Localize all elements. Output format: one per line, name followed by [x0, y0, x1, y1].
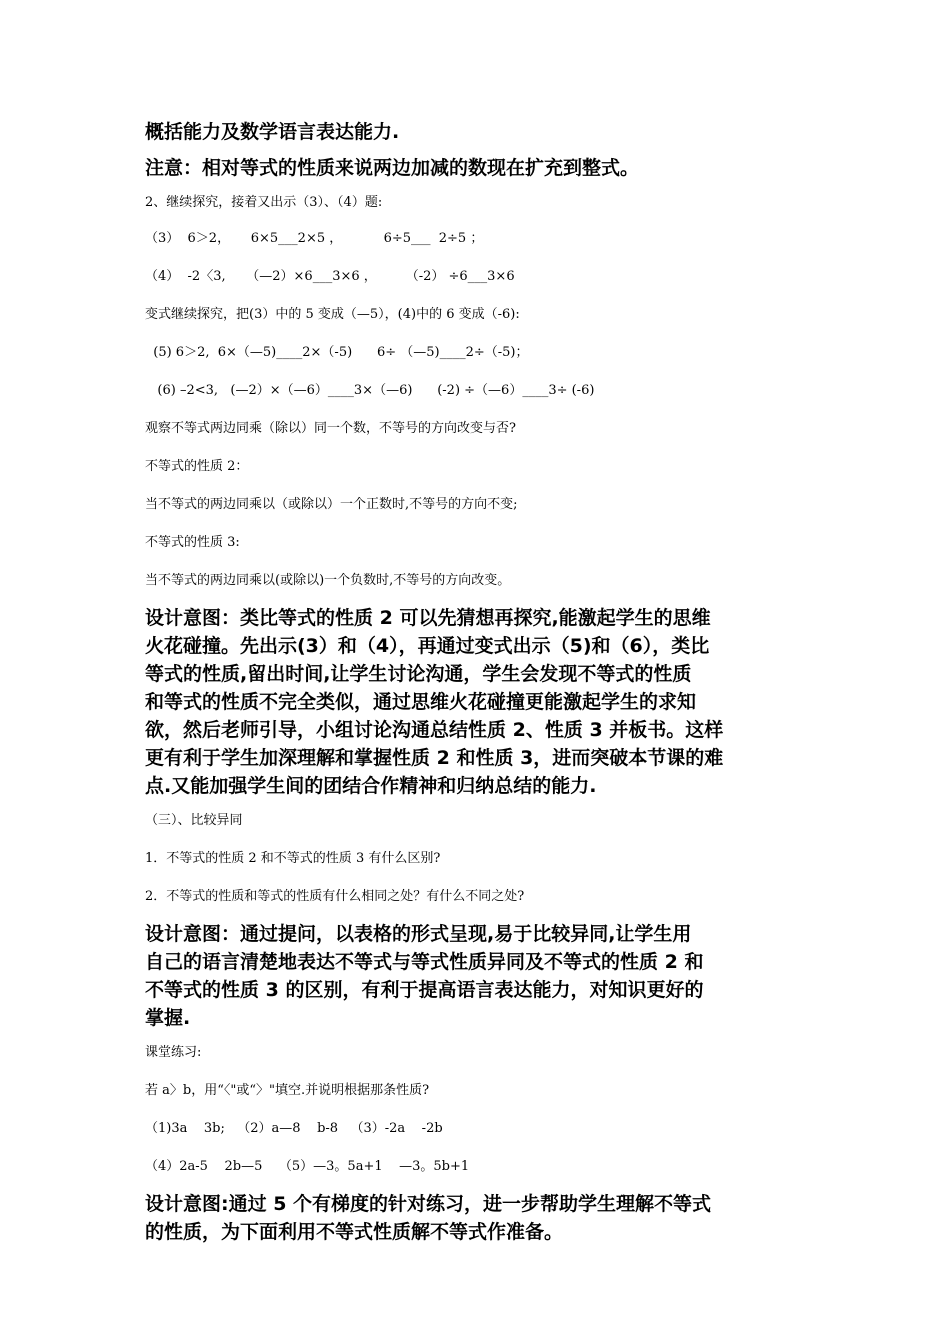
text-property-2: 当不等式的两边同乘以（或除以）一个正数时,不等号的方向不变; [145, 497, 518, 512]
paragraph-variant-explore: 变式继续探究，把(3）中的 5 变成（—5），(4)中的 6 变成（-6): [145, 307, 520, 322]
exercise-line-6: (6) –2<3, (—2）×（—6）____3×（—6) (-2) ÷（—6）____3÷ (-6) [145, 383, 595, 398]
paragraph-summary-ability: 概括能力及数学语言表达能力. [145, 121, 400, 143]
paragraph-attention-note: 注意：相对等式的性质来说两边加减的数现在扩充到整式。 [145, 157, 640, 179]
design-intent-1-line: 火花碰撞。先出示(3）和（4），再通过变式出示（5)和（6），类比 [145, 635, 710, 657]
exercise-line-5: (5) 6＞2, 6×（—5)____2×（-5) 6÷ （—5)____2÷（-5)； [145, 345, 529, 360]
design-intent-1-line: 欲，然后老师引导，小组讨论沟通总结性质 2、性质 3 并板书。这样 [145, 719, 724, 741]
design-intent-1-line: 等式的性质,留出时间,让学生讨论沟通，学生会发现不等式的性质 [145, 663, 692, 685]
design-intent-1-line: 更有利于学生加深理解和掌握性质 2 和性质 3，进而突破本节课的难 [145, 747, 724, 769]
heading-class-practice: 课堂练习: [145, 1045, 202, 1060]
compare-question-2: 2．不等式的性质和等式的性质有什么相同之处？有什么不同之处? [145, 889, 525, 904]
document-body [145, 118, 810, 1246]
design-intent-3-line: 设计意图:通过 5 个有梯度的针对练习，进一步帮助学生理解不等式 [145, 1193, 712, 1215]
practice-instruction: 若 a〉b，用“〈"或“〉"填空.并说明根据那条性质? [145, 1083, 430, 1098]
exercise-line-3: （3） 6＞2， 6×5___2×5 ， 6÷5___ 2÷5 ； [145, 231, 484, 246]
design-intent-2-line: 掌握. [145, 1007, 191, 1029]
design-intent-block-2 [145, 920, 810, 1032]
practice-line-2: （4）2a-5 2b—5 （5）—3。5a+1 —3。5b+1 [145, 1159, 470, 1174]
design-intent-1-line: 点.又能加强学生间的团结合作精神和归纳总结的能力. [145, 775, 597, 797]
text-property-3: 当不等式的两边同乘以(或除以)一个负数时,不等号的方向改变。 [145, 573, 511, 588]
design-intent-1-line: 设计意图：类比等式的性质 2 可以先猜想再探究,能激起学生的思维 [145, 607, 711, 629]
design-intent-block-1 [145, 604, 810, 800]
exercise-line-4: （4） -2〈3, （—2）×6___3×6 ， （-2） ÷6___3×6 [145, 269, 515, 284]
heading-property-2: 不等式的性质 2： [145, 459, 249, 474]
practice-line-1: （1)3a 3b; （2）a—8 b-8 （3）-2a -2b [145, 1121, 443, 1136]
design-intent-3-line: 的性质，为下面利用不等式性质解不等式作准备。 [145, 1221, 564, 1243]
design-intent-2-line: 设计意图：通过提问，以表格的形式呈现,易于比较异同,让学生用 [145, 923, 692, 945]
design-intent-1-line: 和等式的性质不完全类似，通过思维火花碰撞更能激起学生的求知 [145, 691, 697, 713]
paragraph-observe-question: 观察不等式两边同乘（除以）同一个数，不等号的方向改变与否? [145, 421, 516, 436]
paragraph-continue-explore: 2、继续探究，接着又出示（3）、（4）题: [145, 195, 383, 210]
design-intent-block-3 [145, 1190, 810, 1246]
heading-property-3: 不等式的性质 3: [145, 535, 240, 550]
compare-question-1: 1．不等式的性质 2 和不等式的性质 3 有什么区别? [145, 851, 441, 866]
design-intent-2-line: 不等式的性质 3 的区别，有利于提高语言表达能力，对知识更好的 [145, 979, 704, 1001]
heading-compare-section: （三）、比较异同 [145, 813, 243, 828]
design-intent-2-line: 自己的语言清楚地表达不等式与等式性质异同及不等式的性质 2 和 [145, 951, 704, 973]
